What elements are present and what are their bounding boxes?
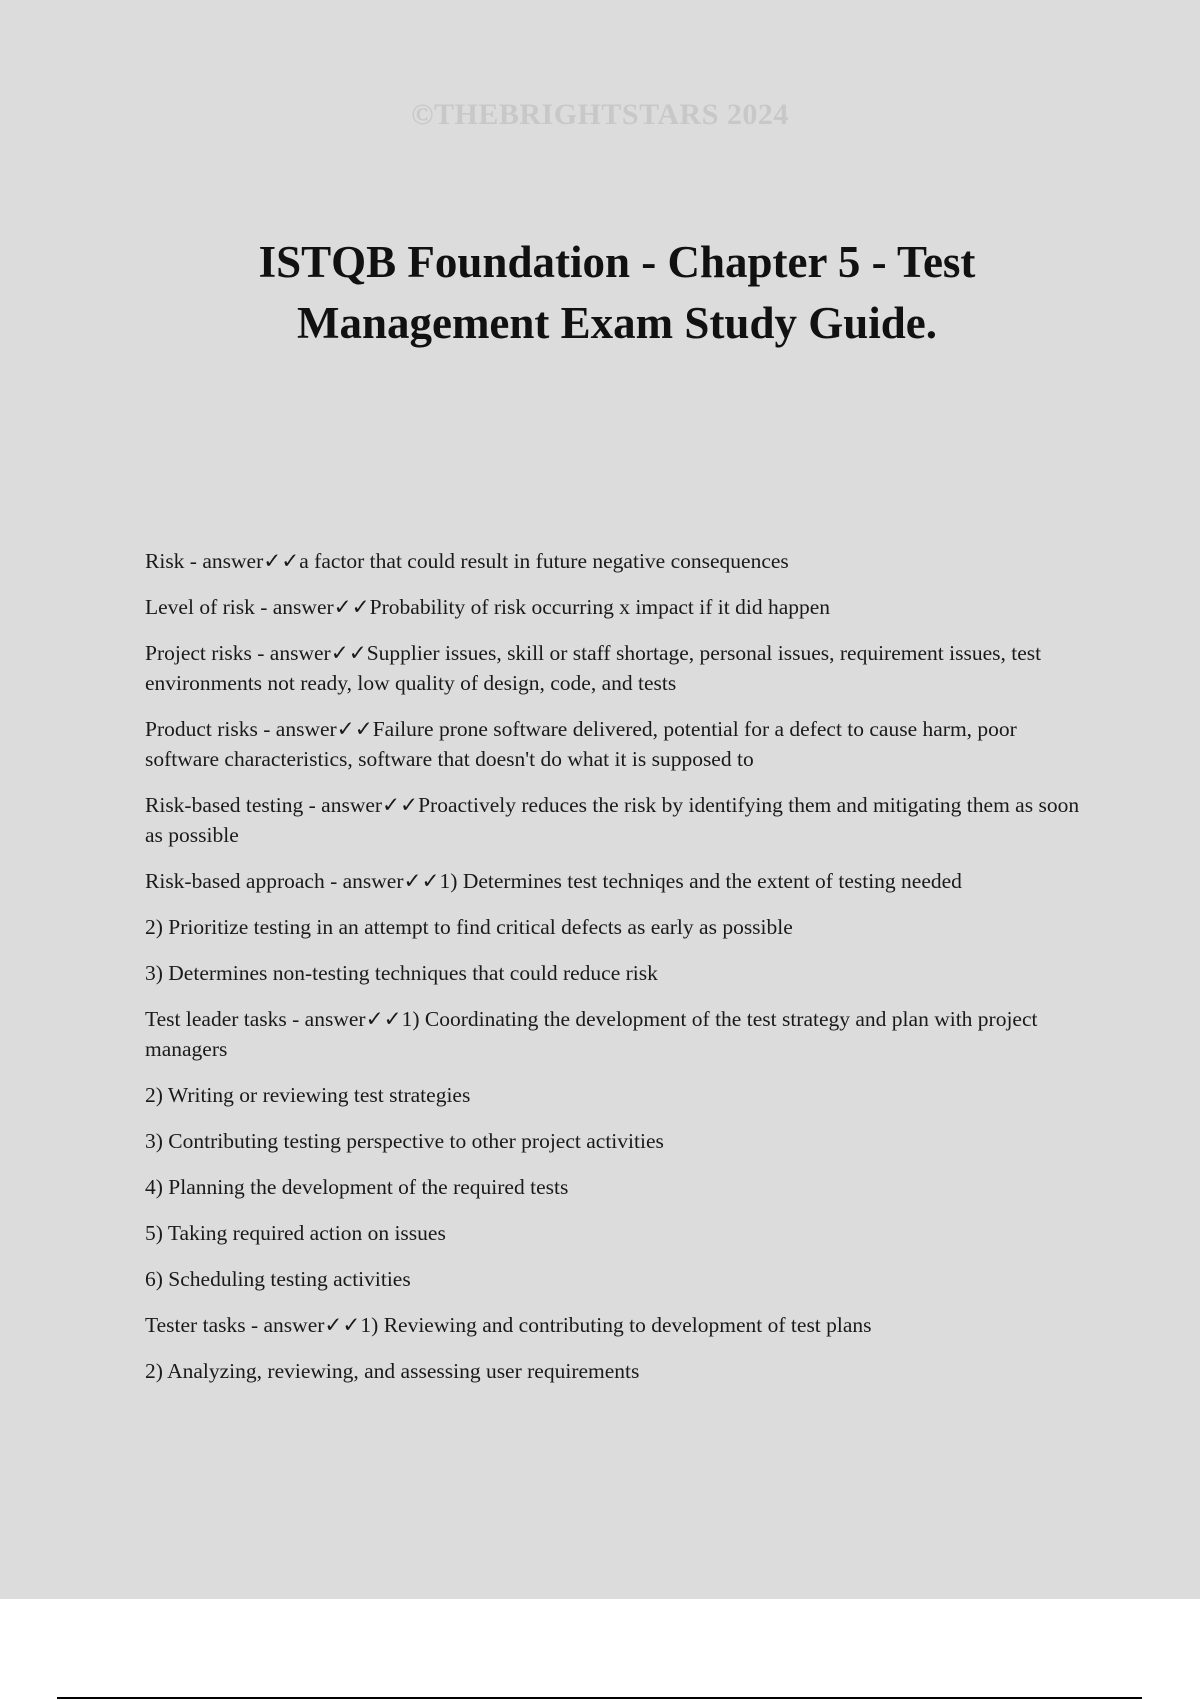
- list-item: 2) Writing or reviewing test strategies: [145, 1083, 471, 1107]
- qa-project-risks: Project risks - answer✓✓Supplier issues, skill or staff shortage, personal issues, requirement issues, test environments not ready, low quality of design, code, and tests: [145, 641, 1042, 695]
- qa-risk: Risk - answer✓✓a factor that could result in future negative consequences: [145, 549, 789, 573]
- list-item: 6) Scheduling testing activities: [145, 1267, 411, 1291]
- title-line-1: ISTQB Foundation - Chapter 5 - Test: [258, 237, 976, 287]
- list-item: 5) Taking required action on issues: [145, 1221, 446, 1245]
- study-guide-body: [145, 546, 1085, 1402]
- qa-product-risks: Product risks - answer✓✓Failure prone software delivered, potential for a defect to cause harm, poor software characteristics, software that doesn't do what it is supposed to: [145, 717, 1017, 771]
- list-item: 4) Planning the development of the required tests: [145, 1175, 569, 1199]
- qa-risk-based-approach: Risk-based approach - answer✓✓1) Determines test techniqes and the extent of testing needed: [145, 869, 962, 893]
- list-item: 2) Analyzing, reviewing, and assessing user requirements: [145, 1359, 640, 1383]
- qa-test-leader-tasks: Test leader tasks - answer✓✓1) Coordinating the development of the test strategy and plan with project managers: [145, 1007, 1038, 1061]
- qa-level-of-risk: Level of risk - answer✓✓Probability of risk occurring x impact if it did happen: [145, 595, 831, 619]
- qa-tester-tasks: Tester tasks - answer✓✓1) Reviewing and contributing to development of test plans: [145, 1313, 872, 1337]
- footer-divider: [57, 1697, 1142, 1699]
- list-item: 3) Determines non-testing techniques that could reduce risk: [145, 961, 658, 985]
- title-line-2: Management Exam Study Guide.: [296, 298, 938, 348]
- list-item: 3) Contributing testing perspective to other project activities: [145, 1129, 664, 1153]
- copyright-watermark: ©THEBRIGHTSTARS 2024: [411, 98, 789, 131]
- page-title: [150, 232, 1084, 354]
- list-item: 2) Prioritize testing in an attempt to find critical defects as early as possible: [145, 915, 793, 939]
- qa-risk-based-testing: Risk-based testing - answer✓✓Proactively reduces the risk by identifying them and mitigating them as soon as possible: [145, 793, 1080, 847]
